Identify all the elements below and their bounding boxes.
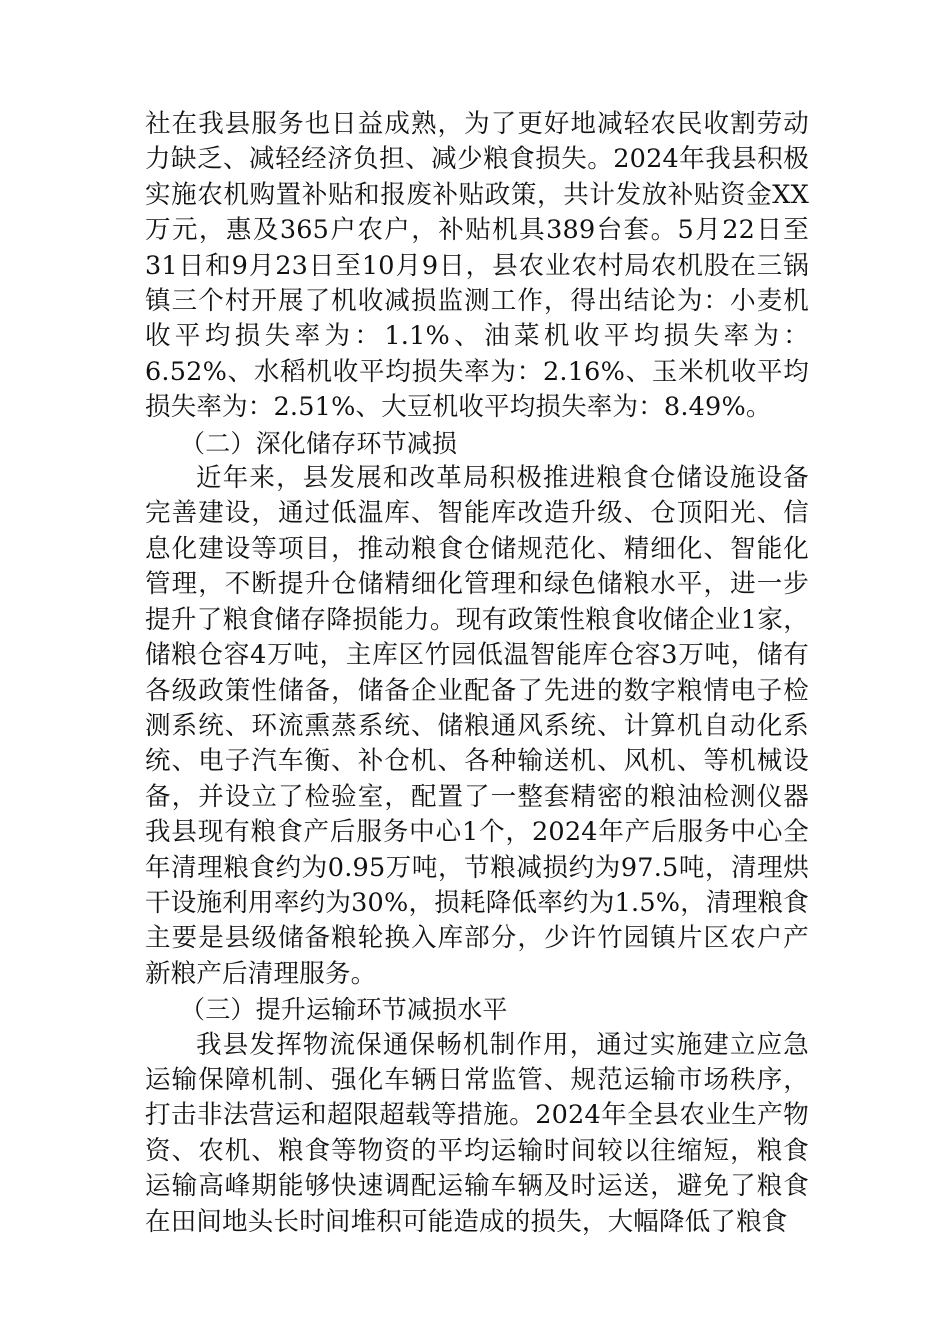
section-heading-transport: （三）提升运输环节减损水平 — [180, 995, 508, 1025]
paragraph-harvest-loss: 社在我县服务也日益成熟，为了更好地减轻农民收割劳动力缺乏、减轻经济负担、减少粮食损失。2024年我县积极实施农机购置补贴和报废补贴政策，共计发放补贴资金XX万元，惠及365户农户，补贴机具389台套。5月22日至31日和9月23日至10月9日，县农业农村局农机股在三锅镇三个村开展了机收减损监测工作，得出结论为：小麦机收平均损失率为：1.1%、油菜机收平均损失率为：6.52%、水稻机收平均损失率为：2.16%、玉米机收平均损失率为：2.51%、大豆机收平均损失率为：8.49%。 — [145, 109, 809, 423]
section-heading-storage: （二）深化储存环节减损 — [180, 428, 458, 458]
paragraph-storage-loss: 近年来，县发展和改革局积极推进粮食仓储设施设备完善建设，通过低温库、智能库改造升级、仓顶阳光、信息化建设等项目，推动粮食仓储规范化、精细化、智能化管理，不断提升仓储精细化管理和绿色储粮水平，进一步提升了粮食储存降损能力。现有政策性粮食收储企业1家，储粮仓容4万吨，主库区竹园低温智能库仓容3万吨，储有各级政策性储备，储备企业配备了先进的数字粮情电子检测系统、环流熏蒸系统、储粮通风系统、计算机自动化系统、电子汽车衡、补仓机、各种输送机、风机、等机械设备，并设立了检验室，配置了一整套精密的粮油检测仪器我县现有粮食产后服务中心1个，2024年产后服务中心全年清理粮食约为0.95万吨，节粮减损约为97.5吨，清理烘干设施利用率约为30%，损耗降低率约为1.5%，清理粮食主要是县级储备粮轮换入库部分，少许竹园镇片区农户产新粮产后清理服务。 — [145, 463, 809, 989]
document-body — [145, 107, 809, 1240]
paragraph-transport-loss: 我县发挥物流保通保畅机制作用，通过实施建立应急运输保障机制、强化车辆日常监管、规范运输市场秩序，打击非法营运和超限超载等措施。2024年全县农业生产物资、农机、粮食等物资的平均运输时间较以往缩短，粮食运输高峰期能够快速调配运输车辆及时运送，避免了粮食在田间地头长时间堆积可能造成的损失，大幅降低了粮食 — [145, 1029, 809, 1237]
